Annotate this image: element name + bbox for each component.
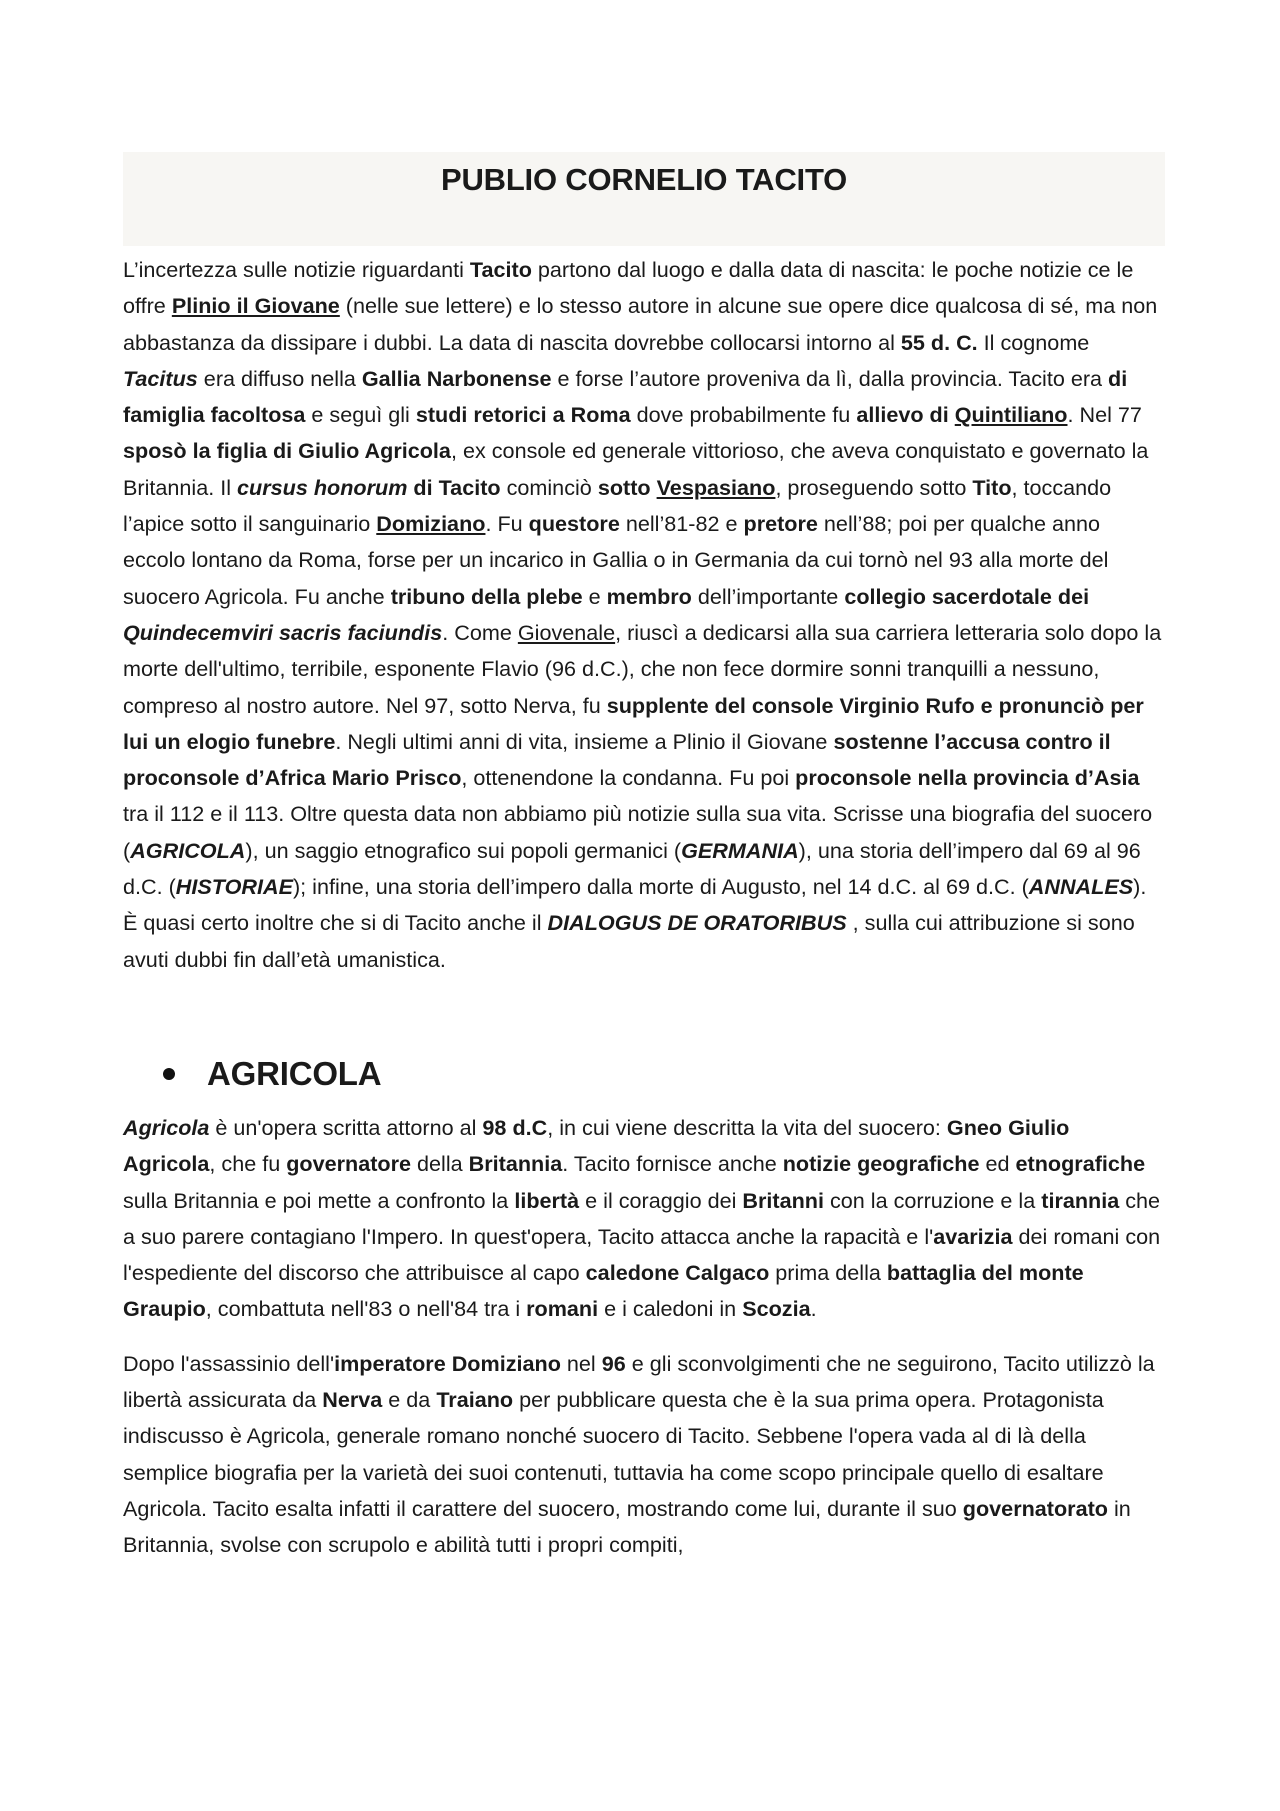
underlined-link-quintiliano[interactable]: Quintiliano	[954, 402, 1068, 428]
bold-italic-text: Agricola	[123, 1114, 210, 1140]
text-run: e forse l’autore proveniva da lì, dalla provincia. Tacito era	[551, 365, 1109, 391]
text-run: L’incertezza sulle notizie riguardanti	[123, 257, 470, 282]
text-run: , che fu	[209, 1151, 287, 1177]
text-run: , riuscì a dedicarsi alla sua carriera letteraria solo dopo la morte dell'ultimo, terribile, esponente Flavio (96 d.C.), che non fece dormire sonni tranquilli a nessuno, compreso al nostro autore. Nel 97, sotto Nerva, fu	[123, 619, 1162, 718]
bold-italic-text: GERMANIA	[681, 837, 799, 863]
bold-text: imperatore Domiziano	[334, 1350, 561, 1376]
page-title: PUBLIO CORNELIO TACITO	[440, 162, 848, 197]
text-run: dell’importante	[691, 583, 845, 609]
text-run: nell’88; poi per qualche anno eccolo lontano da Roma, forse per un incarico in Gallia o in Germania da cui tornò nel 93 alla morte del suocero Agricola. Fu anche	[123, 511, 1109, 609]
text-run: . Nel 77	[1067, 402, 1142, 428]
title-banner	[123, 152, 1165, 246]
bold-text: sostenne l’accusa contro il proconsole d’Africa Mario Prisco	[123, 728, 1111, 791]
bold-text: Scozia	[742, 1296, 811, 1322]
text-run: nel	[560, 1350, 602, 1376]
text-run: . Tacito fornisce anche	[562, 1151, 783, 1177]
text-run: ), un saggio etnografico sui popoli germanici (	[245, 837, 682, 863]
text-run: sulla Britannia e poi mette a confronto la	[123, 1187, 515, 1213]
text-run: della	[411, 1151, 469, 1177]
text-run: Dopo l'assassinio dell'	[123, 1350, 335, 1376]
text-run: , ottenendone la condanna. Fu poi	[461, 765, 796, 791]
text-run: e seguì gli	[305, 402, 416, 428]
bold-text: sotto	[597, 474, 657, 500]
bold-text: caledone Calgaco	[585, 1260, 770, 1286]
bold-text: allievo di	[856, 402, 955, 428]
agricola-paragraph-1	[123, 1110, 1165, 1328]
underlined-link-domiziano[interactable]: Domiziano	[376, 511, 486, 537]
text-run: , sulla cui attribuzione si sono avuti dubbi fin dall’età umanistica.	[123, 910, 1135, 972]
text-run: e i caledoni in	[598, 1296, 743, 1322]
text-run: partono dal luogo e dalla data di nascita: le poche notizie ce le offre	[123, 257, 1134, 319]
text-run: era diffuso nella	[197, 365, 362, 391]
underlined-link-plinio[interactable]: Plinio il Giovane	[171, 293, 340, 319]
bold-text: tribuno della plebe	[390, 583, 583, 609]
bold-text: tirannia	[1041, 1187, 1120, 1213]
bold-text: battaglia del monte Graupio	[123, 1260, 1084, 1322]
bold-italic-text: ANNALES	[1028, 874, 1134, 900]
bold-text: Britannia	[468, 1151, 563, 1177]
bold-text: di famiglia facoltosa	[123, 365, 1128, 428]
bold-text: studi retorici a Roma	[415, 402, 631, 428]
bold-text: collegio sacerdotale dei	[844, 583, 1090, 609]
text-run: , combattuta nell'83 o nell'84 tra i	[205, 1296, 527, 1322]
bold-text: membro	[606, 583, 692, 609]
text-run: in Britannia, svolse con scrupolo e abilità tutti i propri compiti,	[123, 1495, 1131, 1558]
bold-text: supplente del console Virginio Rufo e pronunciò per lui un elogio funebre	[123, 692, 1144, 754]
bold-text: di Tacito	[407, 474, 501, 500]
bold-text: proconsole nella provincia d’Asia	[795, 765, 1140, 791]
bold-text: 96	[601, 1350, 626, 1376]
text-run: e	[582, 583, 607, 609]
text-run: ); infine, una storia dell’impero dalla morte di Augusto, nel 14 d.C. al 69 d.C. (	[292, 874, 1029, 900]
text-run: , in cui viene descritta la vita del suocero:	[547, 1114, 947, 1140]
text-run: ). È quasi certo inoltre che si di Tacito anche il	[123, 874, 1147, 936]
text-run: ), una storia dell’impero dal 69 al 96 d.C. (	[123, 837, 1141, 900]
bold-text: Nerva	[322, 1387, 383, 1413]
text-run: . Fu	[485, 511, 529, 537]
bold-text: Tito	[972, 474, 1012, 500]
text-run: (nelle sue lettere) e lo stesso autore in alcune sue opere dice qualcosa di sé, ma non abbastanza da dissipare i dubbi. La data di nascita dovrebbe collocarsi intorno al	[123, 293, 1158, 355]
text-run: tra il 112 e il 113. Oltre questa data non abbiamo più notizie sulla sua vita. Scrisse una biografia del suocero (	[123, 801, 1153, 863]
text-run: che a suo parere contagiano l'Impero. In quest'opera, Tacito attacca anche la rapacità e l'	[123, 1187, 1161, 1249]
text-run: , ex console ed generale vittorioso, che aveva conquistato e governato la Britannia. Il	[123, 438, 1149, 500]
text-run: dove probabilmente fu	[630, 402, 857, 428]
bold-text: Tacito	[469, 257, 532, 282]
text-run: e il coraggio dei	[579, 1187, 743, 1213]
underlined-link-giovenale[interactable]: Giovenale	[517, 619, 616, 645]
bold-italic-text: Quindecemviri sacris faciundis	[123, 619, 443, 645]
bold-text: 98 d.C	[482, 1114, 548, 1140]
text-run: , toccando l’apice sotto il sanguinario	[123, 474, 1112, 537]
text-run: .	[810, 1296, 817, 1322]
agricola-paragraph-2	[123, 1346, 1165, 1564]
bold-text: 55 d. C.	[900, 329, 978, 355]
bold-text: avarizia	[933, 1223, 1013, 1249]
bold-text: Gallia Narbonense	[361, 365, 552, 391]
bold-italic-text: HISTORIAE	[175, 874, 293, 900]
text-run: cominciò	[500, 474, 598, 500]
bold-text: romani	[526, 1296, 599, 1322]
text-run: con la corruzione e la	[823, 1187, 1042, 1213]
text-run: . Come	[442, 619, 518, 645]
bold-text: notizie geografiche	[782, 1151, 980, 1177]
bold-text: governatorato	[962, 1495, 1108, 1521]
text-run: nell’81-82 e	[619, 511, 744, 537]
section-heading-agricola	[163, 1050, 1165, 1098]
bold-text: questore	[528, 511, 620, 537]
bold-text: sposò la figlia di Giulio Agricola	[123, 438, 451, 464]
text-run: prima della	[769, 1260, 887, 1286]
bold-text: pretore	[743, 511, 818, 537]
underlined-link-vespasiano[interactable]: Vespasiano	[656, 474, 776, 500]
bold-italic-text: Tacitus	[123, 365, 198, 391]
intro-paragraph	[123, 252, 1165, 978]
bold-italic-text: cursus honorum	[237, 474, 408, 500]
text-run: Il cognome	[977, 329, 1090, 355]
text-run: per pubblicare questa che è la sua prima opera. Protagonista indiscusso è Agricola, generale romano nonché suocero di Tacito. Sebbene l'opera vada al di là della semplice biografia per la varietà dei suoi contenuti, tuttavia ha come scopo principale quello di esaltare Agricola. Tacito esalta infatti il carattere del suocero, mostrando come lui, durante il suo	[123, 1387, 1104, 1521]
text-run: dei romani con l'espediente del discorso che attribuisce al capo	[123, 1223, 1161, 1286]
bold-text: etnografiche	[1015, 1151, 1146, 1177]
bold-text: Traiano	[436, 1387, 514, 1413]
bullet-icon	[163, 1068, 175, 1080]
bold-text: Gneo Giulio Agricola	[123, 1114, 1070, 1177]
bold-italic-text: DIALOGUS DE ORATORIBUS	[547, 910, 847, 936]
bold-text: libertà	[514, 1187, 580, 1213]
text-run: è un'opera scritta attorno al	[209, 1114, 483, 1140]
text-run: . Negli ultimi anni di vita, insieme a Plinio il Giovane	[335, 728, 834, 754]
text-run: , proseguendo sotto	[775, 474, 973, 500]
text-run: ed	[979, 1151, 1016, 1177]
bold-text: governatore	[286, 1151, 412, 1177]
bold-italic-text: AGRICOLA	[130, 837, 246, 863]
text-run: e da	[382, 1387, 437, 1413]
bold-text: Britanni	[742, 1187, 824, 1213]
section-title: AGRICOLA	[207, 1054, 382, 1092]
text-run: e gli sconvolgimenti che ne seguirono, Tacito utilizzò la libertà assicurata da	[123, 1350, 1155, 1413]
